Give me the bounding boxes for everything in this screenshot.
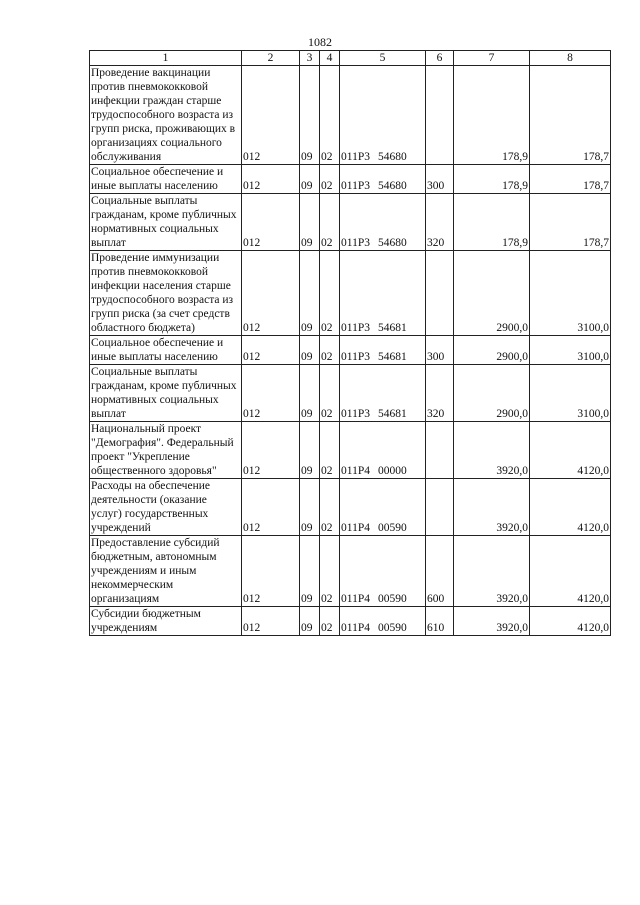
cell-admin-code: 012: [242, 251, 300, 336]
cell-admin-code: 012: [242, 336, 300, 365]
target-article-suffix: 00590: [377, 522, 407, 534]
target-article-prefix: 011P3: [341, 237, 370, 249]
table-row: [90, 479, 611, 536]
cell-admin-code: 012: [242, 165, 300, 194]
table-row: [90, 336, 611, 365]
cell-amount-year1: 3920,0: [454, 607, 530, 636]
cell-target-article: [340, 165, 426, 194]
row-name: Субсидии бюджетным учреждениям: [90, 607, 242, 636]
table-row: [90, 536, 611, 607]
cell-amount-year2: 4120,0: [530, 607, 611, 636]
target-article-suffix: 00590: [377, 593, 407, 605]
cell-expense-type: 320: [426, 365, 454, 422]
target-article-prefix: 011P3: [341, 408, 370, 420]
target-article-suffix: 54681: [377, 322, 407, 334]
cell-admin-code: 012: [242, 536, 300, 607]
cell-amount-year2: 178,7: [530, 66, 611, 165]
cell-target-article: [340, 422, 426, 479]
cell-target-article: [340, 194, 426, 251]
cell-section: 09: [300, 479, 320, 536]
target-article-prefix: 011P3: [341, 322, 370, 334]
table-row: [90, 607, 611, 636]
cell-section: 09: [300, 336, 320, 365]
cell-amount-year1: 178,9: [454, 194, 530, 251]
cell-admin-code: 012: [242, 365, 300, 422]
column-header: 6: [426, 51, 454, 66]
row-name: Социальные выплаты гражданам, кроме публичных нормативных социальных выплат: [90, 365, 242, 422]
cell-subsection: 02: [320, 607, 340, 636]
cell-target-article: [340, 66, 426, 165]
cell-expense-type: [426, 422, 454, 479]
table-row: [90, 422, 611, 479]
row-name: Предоставление субсидий бюджетным, автономным учреждениям и иным некоммерческим организациям: [90, 536, 242, 607]
cell-target-article: [340, 365, 426, 422]
row-name: Проведение иммунизации против пневмококковой инфекции населения старше трудоспособного возраста из групп риска (за счет средств областного бюджета): [90, 251, 242, 336]
target-article-prefix: 011P3: [341, 180, 370, 192]
cell-amount-year1: 3920,0: [454, 536, 530, 607]
target-article-prefix: 011P3: [341, 151, 370, 163]
column-header: 4: [320, 51, 340, 66]
cell-amount-year1: 178,9: [454, 165, 530, 194]
cell-admin-code: 012: [242, 422, 300, 479]
cell-amount-year2: 3100,0: [530, 336, 611, 365]
table-row: [90, 66, 611, 165]
table-row: [90, 194, 611, 251]
cell-target-article: [340, 336, 426, 365]
target-article-prefix: 011P3: [341, 351, 370, 363]
cell-amount-year1: 178,9: [454, 66, 530, 165]
cell-amount-year2: 178,7: [530, 194, 611, 251]
target-article-suffix: 00000: [377, 465, 407, 477]
cell-expense-type: 320: [426, 194, 454, 251]
cell-amount-year1: 3920,0: [454, 479, 530, 536]
cell-section: 09: [300, 365, 320, 422]
cell-section: 09: [300, 251, 320, 336]
cell-subsection: 02: [320, 66, 340, 165]
cell-subsection: 02: [320, 194, 340, 251]
column-header: 3: [300, 51, 320, 66]
table-row: [90, 251, 611, 336]
target-article-prefix: 011P4: [341, 465, 370, 477]
cell-admin-code: 012: [242, 194, 300, 251]
cell-admin-code: 012: [242, 479, 300, 536]
cell-section: 09: [300, 536, 320, 607]
cell-amount-year2: 4120,0: [530, 536, 611, 607]
target-article-suffix: 00590: [377, 622, 407, 634]
target-article-suffix: 54681: [377, 408, 407, 420]
row-name: Социальные выплаты гражданам, кроме публичных нормативных социальных выплат: [90, 194, 242, 251]
cell-expense-type: 300: [426, 336, 454, 365]
row-name: Проведение вакцинации против пневмококковой инфекции граждан старше трудоспособного возраста из групп риска, проживающих в организациях социального обслуживания: [90, 66, 242, 165]
target-article-suffix: 54680: [377, 180, 407, 192]
target-article-prefix: 011P4: [341, 522, 370, 534]
column-header: 5: [340, 51, 426, 66]
column-header: 7: [454, 51, 530, 66]
cell-subsection: 02: [320, 536, 340, 607]
cell-expense-type: [426, 479, 454, 536]
cell-amount-year1: 2900,0: [454, 365, 530, 422]
cell-target-article: [340, 607, 426, 636]
cell-section: 09: [300, 607, 320, 636]
cell-amount-year2: 3100,0: [530, 365, 611, 422]
header-row: [90, 51, 611, 66]
row-name: Расходы на обеспечение деятельности (оказание услуг) государственных учреждений: [90, 479, 242, 536]
cell-amount-year2: 4120,0: [530, 422, 611, 479]
cell-section: 09: [300, 165, 320, 194]
cell-expense-type: 610: [426, 607, 454, 636]
cell-amount-year1: 3920,0: [454, 422, 530, 479]
target-article-prefix: 011P4: [341, 622, 370, 634]
cell-target-article: [340, 251, 426, 336]
cell-target-article: [340, 479, 426, 536]
cell-expense-type: 300: [426, 165, 454, 194]
cell-subsection: 02: [320, 165, 340, 194]
cell-expense-type: 600: [426, 536, 454, 607]
cell-amount-year1: 2900,0: [454, 251, 530, 336]
target-article-suffix: 54681: [377, 351, 407, 363]
row-name: Национальный проект "Демография". Федеральный проект "Укрепление общественного здоровья": [90, 422, 242, 479]
cell-amount-year1: 2900,0: [454, 336, 530, 365]
table-row: [90, 365, 611, 422]
cell-subsection: 02: [320, 479, 340, 536]
cell-subsection: 02: [320, 422, 340, 479]
target-article-prefix: 011P4: [341, 593, 370, 605]
cell-section: 09: [300, 66, 320, 165]
cell-subsection: 02: [320, 251, 340, 336]
table-row: [90, 165, 611, 194]
column-header: 1: [90, 51, 242, 66]
column-header: 2: [242, 51, 300, 66]
cell-subsection: 02: [320, 365, 340, 422]
column-header: 8: [530, 51, 611, 66]
cell-amount-year2: 178,7: [530, 165, 611, 194]
cell-section: 09: [300, 194, 320, 251]
target-article-suffix: 54680: [377, 151, 407, 163]
cell-expense-type: [426, 251, 454, 336]
row-name: Социальное обеспечение и иные выплаты населению: [90, 336, 242, 365]
cell-amount-year2: 3100,0: [530, 251, 611, 336]
budget-table: [89, 50, 611, 636]
target-article-suffix: 54680: [377, 237, 407, 249]
row-name: Социальное обеспечение и иные выплаты населению: [90, 165, 242, 194]
cell-section: 09: [300, 422, 320, 479]
cell-expense-type: [426, 66, 454, 165]
cell-subsection: 02: [320, 336, 340, 365]
cell-admin-code: 012: [242, 66, 300, 165]
cell-amount-year2: 4120,0: [530, 479, 611, 536]
cell-target-article: [340, 536, 426, 607]
page-number: 1082: [308, 35, 332, 49]
cell-admin-code: 012: [242, 607, 300, 636]
